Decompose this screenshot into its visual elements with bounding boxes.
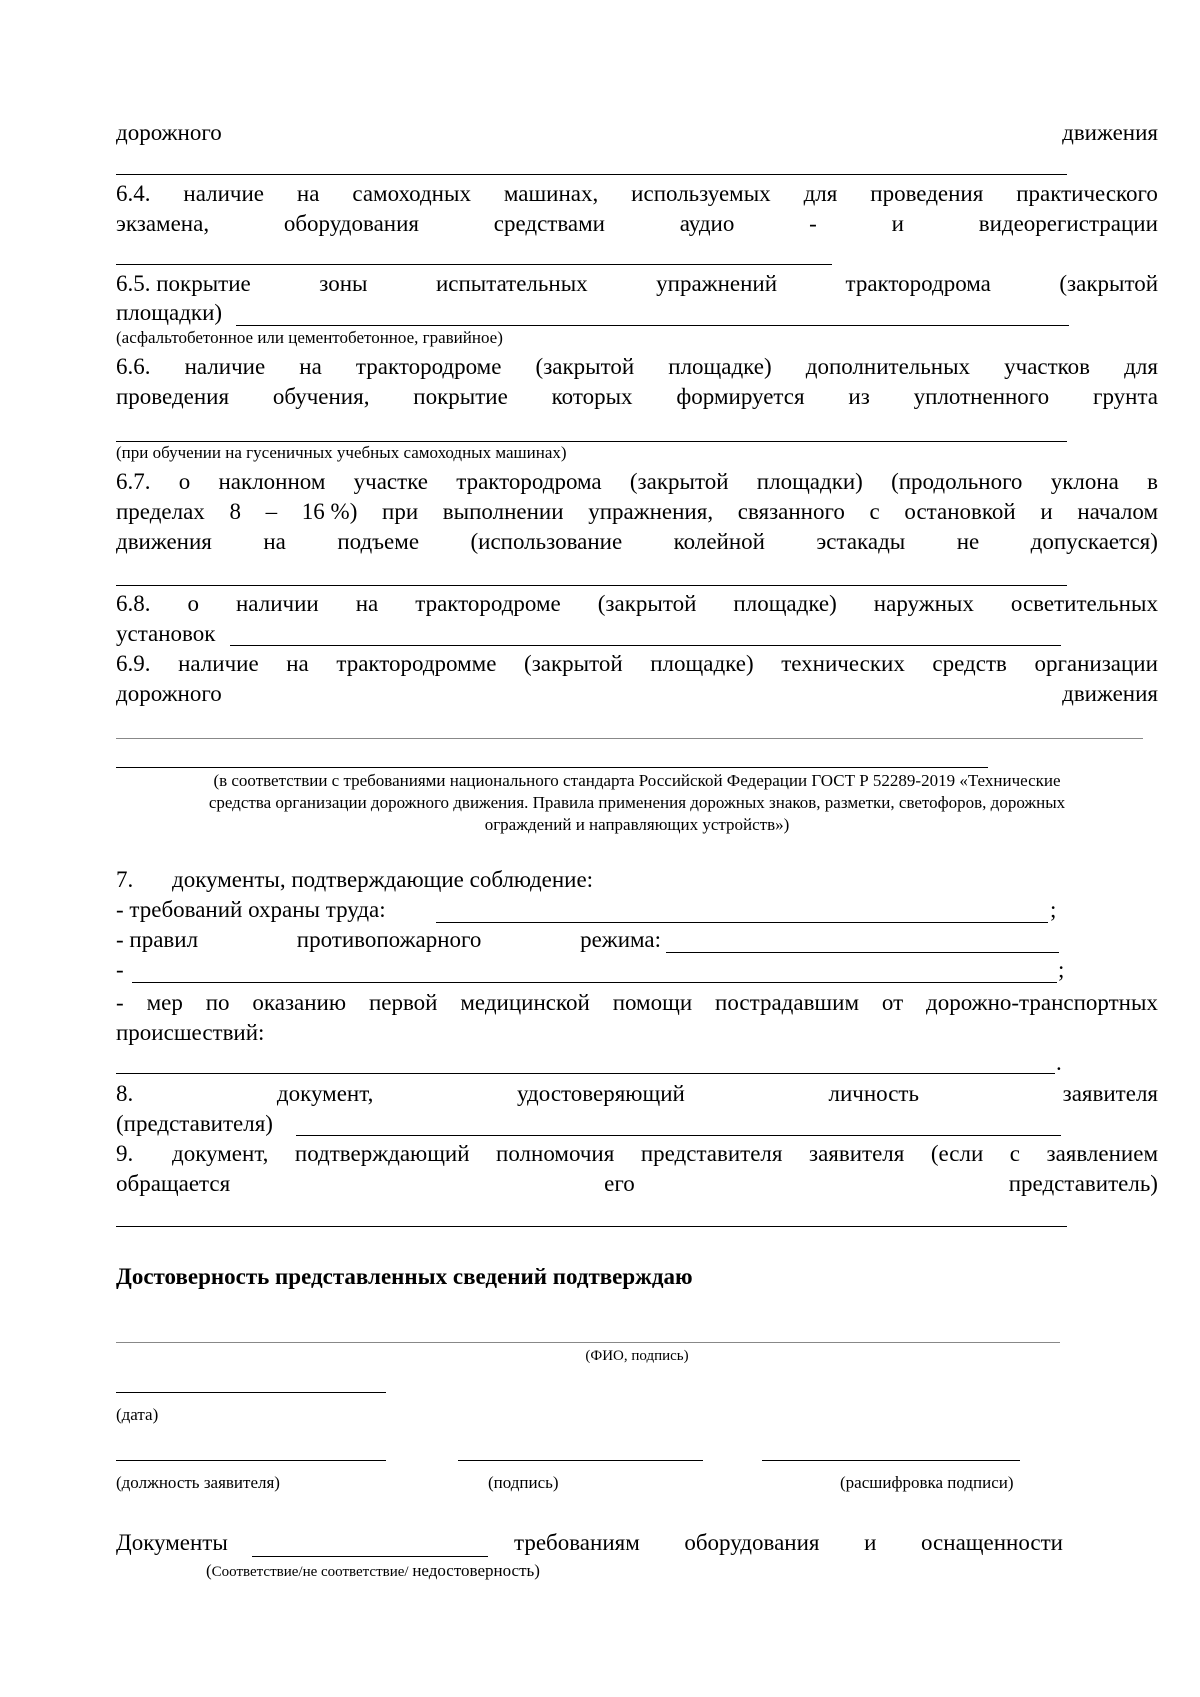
section-6-7-word: связанного	[737, 499, 845, 524]
section-6-5-word: упражнений	[656, 271, 778, 296]
section-6-7-word: 6.7.	[116, 469, 151, 494]
section-6-7-word: (закрытой	[629, 469, 729, 494]
section-6-4-word: экзамена,	[116, 211, 210, 236]
fill-line-6-7[interactable]	[116, 585, 1067, 586]
fill-line-6-8[interactable]	[230, 645, 1061, 646]
section-7-firstaid-word: дорожно-транспортных	[926, 990, 1158, 1015]
section-6-4-word: проведения	[870, 181, 984, 206]
section-6-6-line1	[116, 352, 1158, 382]
section-6-7-word: колейной	[673, 529, 765, 554]
section-6-7-word: о	[178, 469, 191, 494]
section-6-5-word: 6.5. покрытие	[116, 271, 251, 296]
section-7-labor-end: ;	[1050, 897, 1057, 922]
section-9-line2	[116, 1169, 1158, 1199]
section-6-6-word: формируется	[676, 384, 805, 409]
section-6-5-line1	[116, 269, 1158, 299]
position-caption: (должность заявителя)	[116, 1473, 280, 1492]
section-6-7-word: и	[1040, 499, 1053, 524]
section-6-4-word: самоходных	[352, 181, 471, 206]
section-6-7-word: эстакады	[816, 529, 906, 554]
section-6-5-word: (закрытой	[1059, 271, 1158, 296]
fill-line-6-4[interactable]	[116, 264, 832, 265]
footer-caption-close: )	[534, 1561, 540, 1580]
section-6-6-line2	[116, 382, 1158, 412]
section-6-7-word: –	[265, 499, 278, 524]
section-6-4-line1	[116, 179, 1158, 209]
fill-line-6-9a[interactable]	[116, 738, 1143, 739]
section-6-9-line2	[116, 679, 1158, 709]
section-7-fire-word: - правил	[116, 927, 199, 952]
footer-caption	[206, 1560, 540, 1582]
section-7-fire-end: ;	[1058, 957, 1065, 982]
section-6-7-word: (продольного	[891, 469, 1023, 494]
section-7-firstaid-word: от	[881, 990, 904, 1015]
section-6-7-word: (использование	[470, 529, 623, 554]
section-6-6-word: из	[848, 384, 870, 409]
section-6-8-line1	[116, 589, 1158, 619]
section-6-5-note: (асфальтобетонное или цементобетонное, гравийное)	[116, 328, 503, 347]
section-6-7-word: наклонном	[218, 469, 326, 494]
fill-line-9[interactable]	[116, 1226, 1067, 1227]
footer-documents-label: Документы	[116, 1530, 228, 1555]
section-7-firstaid-word: -	[116, 990, 124, 1015]
section-6-7-word: 8	[229, 499, 241, 524]
footer-word: требованиям	[514, 1530, 640, 1555]
section-7-number: 7.	[116, 867, 134, 892]
footer-word: оборудования	[684, 1530, 820, 1555]
section-6-9-word: на	[286, 651, 309, 676]
section-7-firstaid-word: пострадавшим	[715, 990, 860, 1015]
section-7-labor-label: - требований охраны труда:	[116, 897, 386, 922]
section-6-9-word: трактородромме	[336, 651, 497, 676]
section-6-8-word: (закрытой	[597, 591, 697, 616]
section-6-4-word: видеорегистрации	[978, 211, 1158, 236]
section-9-word: представитель)	[1008, 1171, 1158, 1196]
section-6-7-word: остановкой	[904, 499, 1016, 524]
section-6-4-word: средствами	[493, 211, 605, 236]
section-6-7-word: выполнении	[442, 499, 564, 524]
section-6-8-line2: установок	[116, 621, 216, 646]
section-6-4-line2	[116, 209, 1158, 239]
footer-caption-main: недостоверность	[412, 1561, 535, 1580]
section-6-8-word: площадке)	[733, 591, 837, 616]
fill-line-6-5[interactable]	[236, 325, 1069, 326]
section-6-7-word: допускается)	[1030, 529, 1158, 554]
section-6-7-word: движения	[116, 529, 212, 554]
section-8-word: удостоверяющий	[517, 1081, 685, 1106]
section-7-firstaid-line1	[116, 988, 1158, 1018]
section-7-fire-word: режима:	[580, 927, 661, 952]
section-6-6-word: трактородроме	[355, 354, 502, 379]
top-left-word: дорожного	[116, 120, 222, 145]
section-7-firstaid-word: по	[205, 990, 230, 1015]
section-9-line1: документ, подтверждающий полномочия представителя заявителя (если с заявлением	[172, 1141, 1158, 1166]
section-6-4-word: наличие	[183, 181, 264, 206]
section-7-firstaid-word: медицинской	[460, 990, 590, 1015]
signature-line[interactable]	[458, 1460, 703, 1461]
section-6-7-word: подъеме	[337, 529, 420, 554]
section-7-firstaid-line2: происшествий:	[116, 1020, 265, 1045]
section-8-word: документ,	[276, 1081, 374, 1106]
section-6-9-note-line3: ограждений и направляющих устройств»)	[484, 815, 790, 834]
fill-line-6-3[interactable]	[116, 174, 1067, 175]
date-caption: (дата)	[116, 1405, 159, 1424]
section-9-word: обращается	[116, 1171, 231, 1196]
section-6-6-word: грунта	[1093, 384, 1158, 409]
fio-caption: (ФИО, подпись)	[585, 1348, 689, 1364]
section-6-8-word: осветительных	[1010, 591, 1158, 616]
section-6-9-line2-left: дорожного	[116, 681, 222, 706]
section-6-8-word: на	[355, 591, 379, 616]
section-6-7-word: упражнения,	[588, 499, 714, 524]
section-6-6-word: уплотненного	[913, 384, 1050, 409]
section-6-9-word: организации	[1034, 651, 1158, 676]
section-6-4-word: и	[891, 211, 904, 236]
section-6-9-word: площадке)	[650, 651, 754, 676]
fill-line-6-9b[interactable]	[116, 767, 988, 768]
fill-line-firstaid[interactable]	[116, 1073, 1055, 1074]
section-6-8-word: наличии	[236, 591, 319, 616]
section-6-7-word: началом	[1077, 499, 1158, 524]
section-9-number: 9.	[116, 1141, 134, 1166]
section-6-4-word: практического	[1016, 181, 1158, 206]
section-7-fire-word: противопожарного	[296, 927, 482, 952]
footer-compliance-line[interactable]	[252, 1556, 488, 1557]
section-7-firstaid-word: мер	[146, 990, 183, 1015]
section-6-7-word: на	[263, 529, 286, 554]
section-6-6-word: которых	[551, 384, 633, 409]
section-6-7-word: пределах	[116, 499, 205, 524]
section-6-4-word: на	[296, 181, 320, 206]
section-6-9-word: технических	[781, 651, 905, 676]
section-8-word: заявителя	[1062, 1081, 1158, 1106]
section-6-7-word: в	[1147, 469, 1158, 494]
section-6-7-line3	[116, 527, 1158, 557]
section-6-9-word: 6.9.	[116, 651, 151, 676]
section-6-4-word: используемых	[631, 181, 771, 206]
section-6-6-word: 6.6.	[116, 354, 151, 379]
section-6-4-word: аудио	[679, 211, 735, 236]
section-7-firstaid-word: первой	[368, 990, 438, 1015]
section-6-7-word: с	[869, 499, 880, 524]
section-7-firstaid-word: помощи	[612, 990, 693, 1015]
section-6-9-word: (закрытой	[524, 651, 623, 676]
section-7-fire-label	[116, 925, 661, 955]
footer-word: и	[864, 1530, 877, 1555]
fill-line-fire-a[interactable]	[666, 952, 1059, 953]
section-6-6-word: дополнительных	[805, 354, 971, 379]
section-6-4-word: для	[803, 181, 838, 206]
section-6-9-note-line1: (в соответствии с требованиями национального стандарта Российской Федерации ГОСТ Р 52289-2019 «Технические	[213, 771, 1061, 790]
section-6-9-note	[116, 770, 1158, 836]
date-line[interactable]	[116, 1392, 386, 1393]
fio-signature-line[interactable]	[116, 1342, 1060, 1343]
section-6-7-word: трактородрома	[456, 469, 602, 494]
section-6-5-line2: площадки)	[116, 300, 223, 325]
section-6-6-word: наличие	[184, 354, 266, 379]
section-6-7-word: не	[956, 529, 980, 554]
section-6-9-note-line2: средства организации дорожного движения. Правила применения дорожных знаков, разметки, светофоров, дорожных	[208, 793, 1066, 812]
top-continuation-line	[116, 118, 1158, 148]
section-6-8-word: трактородроме	[415, 591, 561, 616]
section-6-6-word: (закрытой	[535, 354, 635, 379]
confirm-heading: Достоверность представленных сведений подтверждаю	[116, 1264, 693, 1289]
section-6-7-word: площадки)	[756, 469, 863, 494]
section-6-6-word: на	[299, 354, 322, 379]
section-6-7-word: уклона	[1050, 469, 1119, 494]
decoding-line[interactable]	[762, 1460, 1020, 1461]
section-6-6-word: площадке)	[668, 354, 772, 379]
section-6-6-word: проведения	[116, 384, 230, 409]
section-6-6-word: для	[1124, 354, 1158, 379]
footer-caption-small: Соответствие/не соответствие/	[211, 1564, 413, 1580]
section-6-7-word: участке	[353, 469, 429, 494]
section-6-5-word: зоны	[319, 271, 368, 296]
section-8-word: личность	[828, 1081, 919, 1106]
footer-word: оснащенности	[920, 1530, 1063, 1555]
section-6-9-line2-right: движения	[1062, 681, 1158, 706]
section-6-9-word: наличие	[178, 651, 259, 676]
position-line[interactable]	[116, 1460, 386, 1461]
decoding-caption: (расшифровка подписи)	[840, 1473, 1014, 1492]
section-8-line1	[116, 1079, 1158, 1109]
section-6-8-word: о	[187, 591, 199, 616]
section-8-line2: (представителя)	[116, 1111, 273, 1136]
section-6-6-note: (при обучении на гусеничных учебных самоходных машинах)	[116, 443, 567, 462]
footer-right-text	[514, 1528, 1063, 1558]
section-6-6-word: участков	[1004, 354, 1091, 379]
section-6-5-word: испытательных	[435, 271, 588, 296]
section-6-8-word: 6.8.	[116, 591, 151, 616]
section-6-4-word: машинах,	[503, 181, 599, 206]
section-6-7-word: 16 %)	[301, 499, 358, 524]
fill-line-8[interactable]	[296, 1135, 1061, 1136]
section-7-firstaid-end: .	[1056, 1050, 1062, 1075]
signature-caption: (подпись)	[488, 1473, 559, 1492]
section-6-6-word: обучения,	[272, 384, 370, 409]
top-right-word: движения	[1062, 120, 1158, 145]
section-6-9-line1	[116, 649, 1158, 679]
section-7-heading: документы, подтверждающие соблюдение:	[172, 867, 594, 892]
fill-line-fire-b[interactable]	[132, 982, 1057, 983]
section-6-7-line2	[116, 497, 1158, 527]
section-9-word: его	[604, 1171, 635, 1196]
section-6-7-line1	[116, 467, 1158, 497]
section-6-7-word: при	[382, 499, 419, 524]
section-6-9-word: средств	[932, 651, 1007, 676]
footer-caption-open: (	[206, 1561, 212, 1580]
section-8-word: 8.	[116, 1081, 134, 1106]
section-6-5-word: трактородрома	[845, 271, 991, 296]
section-7-firstaid-word: оказанию	[252, 990, 347, 1015]
section-6-4-word: 6.4.	[116, 181, 151, 206]
section-6-8-word: наружных	[873, 591, 974, 616]
section-6-4-word: оборудования	[283, 211, 419, 236]
section-6-4-word: -	[809, 211, 817, 236]
fill-line-labor[interactable]	[436, 922, 1048, 923]
section-6-6-word: покрытие	[413, 384, 508, 409]
section-7-fire-prefix: -	[116, 957, 124, 982]
